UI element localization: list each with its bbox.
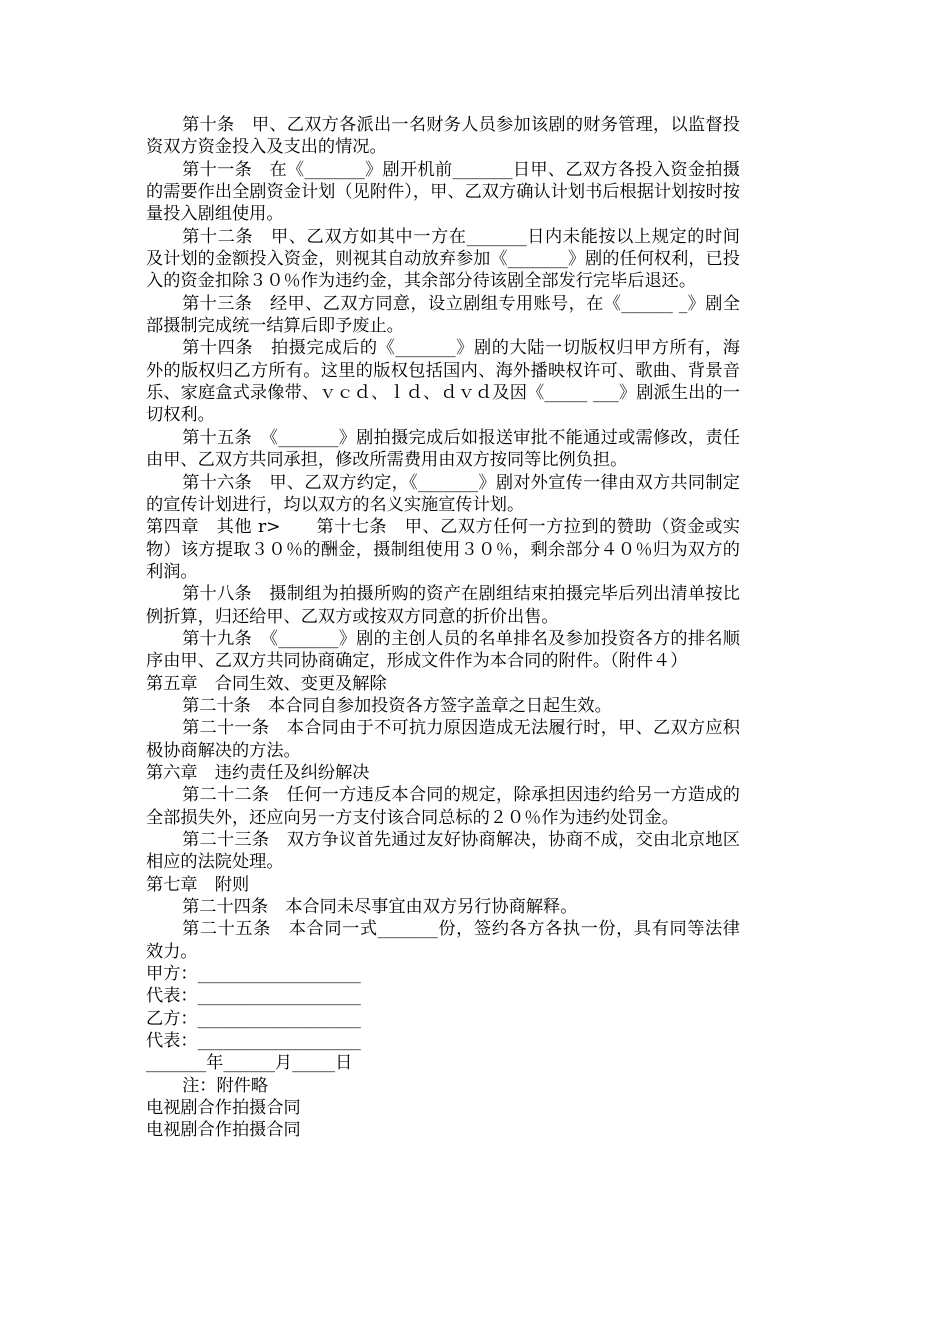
clause-22: 第二十二条 任何一方违反本合同的规定，除承担因违约给另一方造成的全部损失外，还应向另一方支付该合同总标的２０％作为违约处罚金。 [146, 785, 740, 828]
clause-20: 第二十条 本合同自参加投资各方签字盖章之日起生效。 [182, 695, 612, 716]
clause-15: 第十五条 《_______》剧拍摄完成后如报送审批不能通过或需修改，责任由甲、乙双方共同承担，修改所需费用由双方按同等比例负担。 [146, 427, 740, 471]
clause-23: 第二十三条 双方争议首先通过友好协商解决，协商不成，交由北京地区相应的法院处理。 [146, 830, 740, 873]
clause-24: 第二十四条 本合同未尽事宜由双方另行协商解释。 [182, 897, 578, 918]
date-line: _______年______月_____日 [146, 1053, 353, 1074]
attachment-note: 注：附件略 [182, 1075, 269, 1096]
clause-11: 第十一条 在《_______》剧开机前_______日甲、乙双方各投入资金拍摄的需要作出全剧资金计划（见附件），甲、乙双方确认计划书后根据计划按时按量投入剧组使用。 [146, 159, 740, 225]
footer-title-2: 电视剧合作拍摄合同 [146, 1120, 301, 1141]
party-b-signature-line: 乙方：___________________ [146, 1008, 361, 1029]
clause-21: 第二十一条 本合同由于不可抗力原因造成无法履行时，甲、乙双方应积极协商解决的方法。 [146, 718, 740, 761]
clause-19: 第十九条 《_______》剧的主创人员的名单排名及参加投资各方的排名顺序由甲、乙双方共同协商确定，形成文件作为本合同的附件。（附件４） [146, 628, 740, 672]
clause-10: 第十条 甲、乙双方各派出一名财务人员参加该剧的财务管理，以监督投资双方资金投入及支出的情况。 [146, 115, 740, 158]
clause-16: 第十六条 甲、乙双方约定，《_______》剧对外宣传一律由双方共同制定的宣传计划进行，均以双方的名义实施宣传计划。 [146, 472, 740, 515]
chapter-4-clause-17: 第四章 其他 r> 第十七条 甲、乙双方任何一方拉到的赞助（资金或实物）该方提取３０％的酬金，摄制组使用３０％，剩余部分４０％归为双方的利润。 [146, 517, 740, 582]
clause-12: 第十二条 甲、乙双方如其中一方在_______日内未能按以上规定的时间及计划的金额投入资金，则视其自动放弃参加《_______》剧的任何权利，已投入的资金扣除３０％作为违约金，其余部分待该剧全部发行完毕后退还。 [146, 226, 740, 292]
clause-18: 第十八条 摄制组为拍摄所购的资产在剧组结束拍摄完毕后列出清单按比例折算，归还给甲、乙双方或按双方同意的折价出售。 [146, 584, 740, 627]
party-b-representative-line: 代表：___________________ [146, 1031, 361, 1052]
clause-25: 第二十五条 本合同一式_______份，签约各方各执一份，具有同等法律效力。 [146, 919, 740, 962]
chapter-7-heading: 第七章 附则 [146, 874, 250, 895]
party-a-signature-line: 甲方：___________________ [146, 964, 361, 985]
chapter-5-heading: 第五章 合同生效、变更及解除 [146, 673, 387, 694]
document-body [146, 114, 740, 1142]
clause-14: 第十四条 拍摄完成后的《_______》剧的大陆一切版权归甲方所有，海外的版权归乙方所有。这里的版权包括国内、海外播映权许可、歌曲、背景音乐、家庭盒式录像带、ｖｃｄ、ｌｄ、ｄｖｄ及因《_____ ___》剧派生出的一切权利。 [146, 338, 740, 426]
clause-13: 第十三条 经甲、乙双方同意，设立剧组专用账号，在《______ _》剧全部摄制完成统一结算后即予废止。 [146, 293, 740, 337]
party-a-representative-line: 代表：___________________ [146, 986, 361, 1007]
chapter-6-heading: 第六章 违约责任及纠纷解决 [146, 762, 370, 783]
footer-title-1: 电视剧合作拍摄合同 [146, 1098, 301, 1119]
